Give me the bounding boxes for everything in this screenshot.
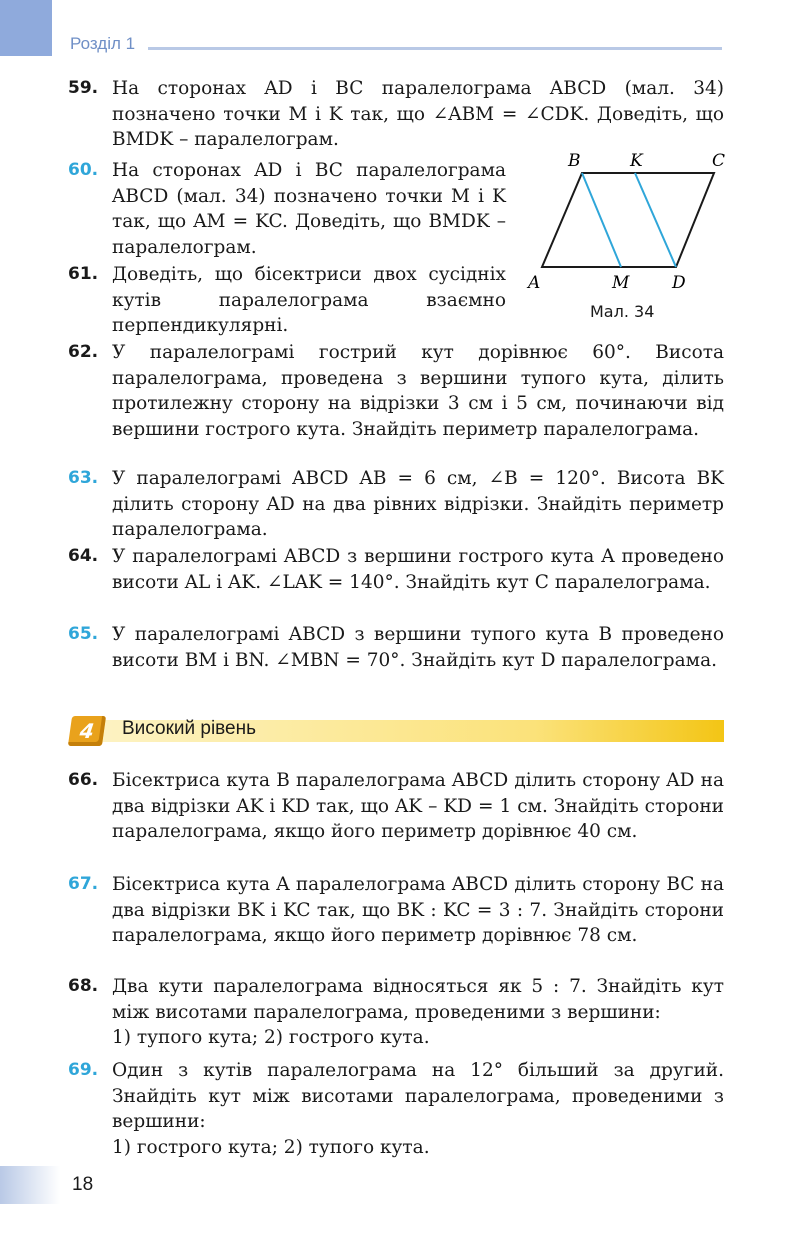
page-number: 18	[72, 1174, 94, 1195]
level-badge: 4	[68, 716, 106, 746]
problem-text: Бісектриса кута B паралелограма ABCD ділить сторону AD на два відрізки AK і KD так, що AK – KD = 1 см. Знайдіть сторони паралелограма, якщо його периметр дорівнює 40 см.	[112, 770, 724, 842]
problem-number: 69.	[68, 1060, 99, 1080]
problem-number: 68.	[68, 976, 99, 996]
problem-text: Один з кутів паралелограма на 12° більший за другий. Знайдіть кут між висотами паралелограма, проведеними з вершини:	[112, 1060, 724, 1132]
label-d: D	[672, 273, 686, 293]
problem-text: Два кути паралелограма відносяться як 5 : 7. Знайдіть кут між висотами паралелограма, проведеними з вершини:	[112, 976, 724, 1023]
problem-text: У паралелограмі гострий кут дорівнює 60°. Висота паралелограма, проведена з вершини тупого кута, ділить протилежну сторону на відрізки 3 см і 5 см, починаючи від вершини гострого кута. Знайдіть периметр паралелограма.	[112, 342, 724, 440]
parallelogram-diagram	[520, 146, 740, 296]
section-label: Розділ 1	[70, 34, 136, 53]
problem-text: Доведіть, що бісектриси двох сусідніх кутів паралелограма взаємно перпендикулярні.	[112, 264, 506, 336]
problem-number: 59.	[68, 78, 99, 98]
figure-caption: Мал. 34	[590, 302, 655, 321]
segment-bm	[582, 173, 621, 267]
label-a: A	[528, 273, 541, 293]
problem-62	[68, 340, 724, 442]
problem-number: 65.	[68, 624, 99, 644]
problem-text: У паралелограмі ABCD з вершини гострого кута A проведено висоти AL і AK. ∠LAK = 140°. Знайдіть кут C паралелограма.	[112, 546, 724, 593]
problem-61	[68, 262, 506, 339]
problem-68	[68, 974, 724, 1051]
problem-text: У паралелограмі ABCD AB = 6 см, ∠B = 120°. Висота BK ділить сторону AD на два рівних відрізки. Знайдіть периметр паралелограма.	[112, 468, 724, 540]
problem-69	[68, 1058, 724, 1160]
problem-number: 66.	[68, 770, 99, 790]
segment-kd	[635, 173, 676, 267]
problem-63	[68, 466, 724, 543]
problem-subitems: 1) тупого кута; 2) гострого кута.	[112, 1027, 430, 1048]
level-label: Високий рівень	[122, 718, 257, 739]
label-m: M	[612, 273, 630, 293]
parallelogram-abcd	[542, 173, 714, 267]
header-rule	[148, 47, 722, 50]
label-c: C	[712, 151, 726, 171]
label-b: B	[568, 151, 581, 171]
problem-66	[68, 768, 724, 845]
footer-accent	[0, 1166, 60, 1204]
problem-text: У паралелограмі ABCD з вершини тупого кута B проведено висоти BM і BN. ∠MBN = 70°. Знайдіть кут D паралелограма.	[112, 624, 724, 671]
problem-subitems: 1) гострого кута; 2) тупого кута.	[112, 1136, 430, 1158]
problem-number: 61.	[68, 264, 99, 284]
problem-text: На сторонах AD і BC паралелограма ABCD (мал. 34) позначено точки M і K так, що AM = KC. Доведіть, що BMDK – паралелограм.	[112, 160, 506, 258]
problem-64	[68, 544, 724, 595]
level-banner	[70, 716, 724, 744]
problem-text: На сторонах AD і BC паралелограма ABCD (мал. 34) позначено точки M і K так, що ∠ABM = ∠CDK. Доведіть, що BMDK – паралелограм.	[112, 78, 724, 150]
problem-60	[68, 158, 506, 260]
problem-number: 60.	[68, 160, 99, 180]
problem-text: Бісектриса кута A паралелограма ABCD ділить сторону BC на два відрізки BK і KC так, що BK : KC = 3 : 7. Знайдіть сторони паралелограма, якщо його периметр дорівнює 78 см.	[112, 874, 724, 946]
problem-number: 63.	[68, 468, 99, 488]
problem-65	[68, 622, 724, 673]
problem-59	[68, 76, 724, 153]
figure-34	[520, 146, 740, 326]
problem-number: 64.	[68, 546, 99, 566]
label-k: K	[630, 151, 643, 171]
corner-accent	[0, 0, 52, 56]
problem-number: 67.	[68, 874, 99, 894]
problem-number: 62.	[68, 342, 99, 362]
problem-67	[68, 872, 724, 949]
